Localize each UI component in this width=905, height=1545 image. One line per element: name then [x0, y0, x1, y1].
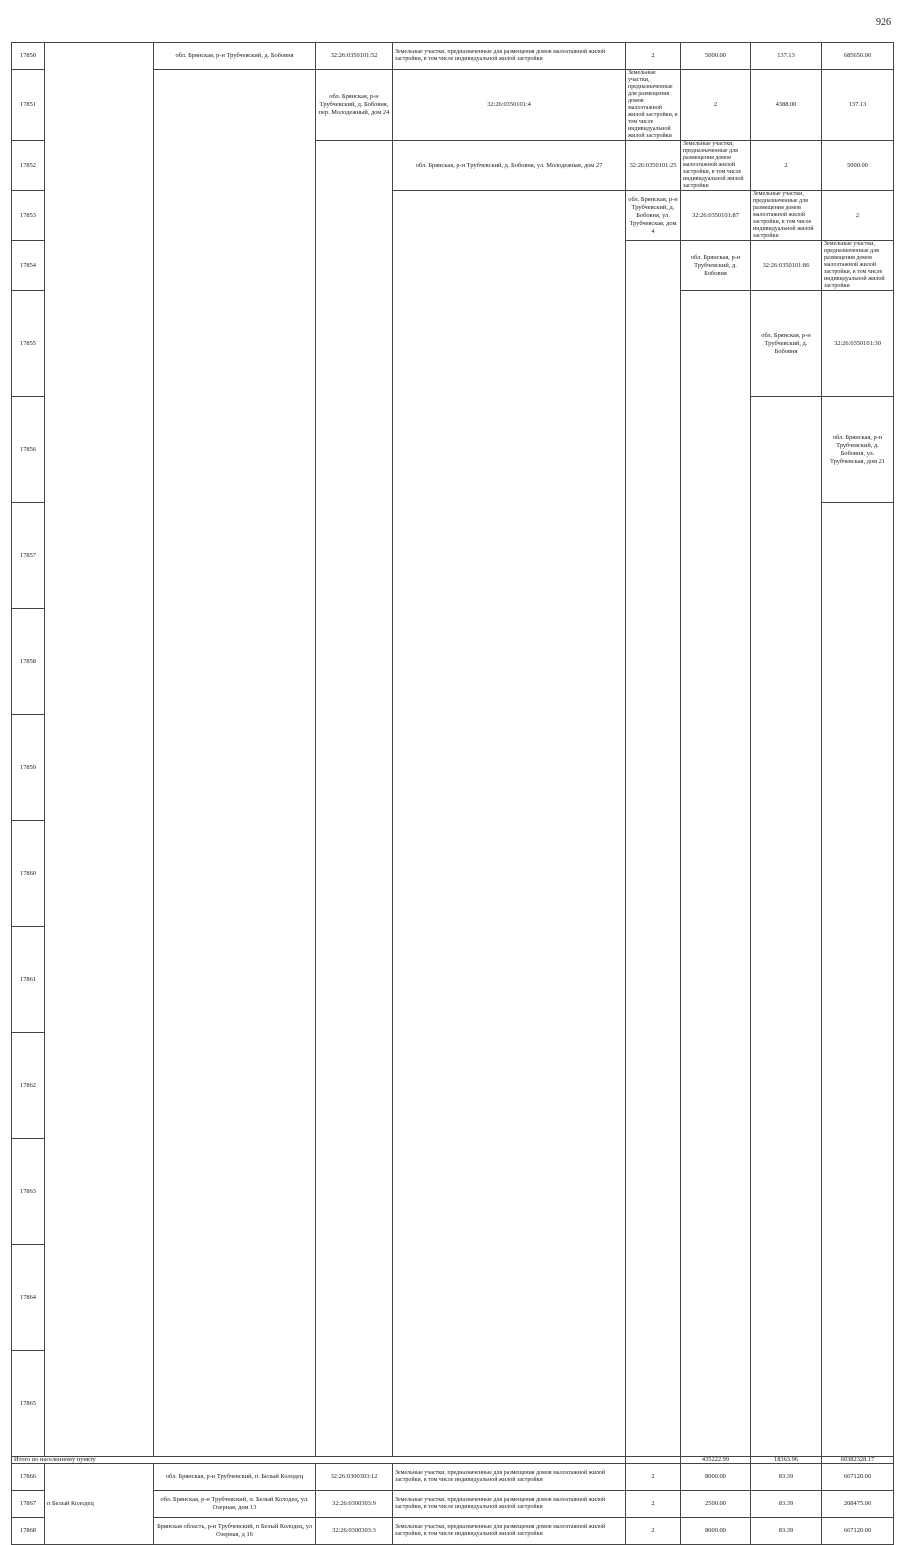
land-use-cell: Земельные участки, предназначенные для размещения домов малоэтажной жилой застройки, в том числе индивидуальной жилой застройки [393, 1518, 626, 1545]
address-cell: обл. Брянская, р-н Трубчевский, д. Бобовня, ул. Трубчевская, дом 21 [822, 397, 894, 503]
locality-cell [751, 397, 822, 1457]
address-cell: обл. Брянская, р-н Трубчевский, д. Бобовня, пер. Молодежный, дом 24 [316, 70, 393, 141]
cadastral-number-cell: 32:26:0350101:87 [681, 191, 751, 241]
land-use-cell: Земельные участки, предназначенные для размещения домов малоэтажной жилой застройки, в том числе индивидуальной жилой застройки [393, 43, 626, 70]
group-cell: 2 [626, 1491, 681, 1518]
total-rate: 18363.96 [751, 1457, 822, 1464]
land-use-cell: Земельные участки, предназначенные для размещения домов малоэтажной жилой застройки, в том числе индивидуальной жилой застройки [393, 1491, 626, 1518]
address-cell: обл. Брянская, р-н Трубчевский, п. Белый Колодец [154, 1464, 316, 1491]
row-number: 17861 [12, 927, 45, 1033]
total-value: 60382328.17 [822, 1457, 894, 1464]
land-use-cell: Земельные участки, предназначенные для размещения домов малоэтажной жилой застройки, в том числе индивидуальной жилой застройки [681, 141, 751, 191]
cadastral-number-cell: 32:26:0350101:86 [751, 241, 822, 291]
row-number: 17862 [12, 1033, 45, 1139]
rate-cell: 83.39 [751, 1518, 822, 1545]
row-number: 17851 [12, 70, 45, 141]
address-cell: обл. Брянская, р-н Трубчевский, д. Бобовня, ул. Молодежная, дом 27 [393, 141, 626, 191]
total-row [12, 1457, 894, 1464]
rate-cell: 83.39 [751, 1464, 822, 1491]
cadastral-number-cell: 32:26:0300303:12 [316, 1464, 393, 1491]
locality-cell [393, 191, 626, 1457]
group-cell: 2 [626, 43, 681, 70]
area-cell: 8000.00 [681, 1518, 751, 1545]
page-number: 926 [876, 17, 891, 28]
area-cell: 5000.00 [822, 141, 894, 191]
address-cell: обл. Брянская, р-н Трубчевский, д. Бобовня, ул. Трубчевская, дом 4 [626, 191, 681, 241]
row-number: 17864 [12, 1245, 45, 1351]
value-cell: 685650.00 [822, 43, 894, 70]
area-cell: 4388.00 [751, 70, 822, 141]
value-cell: 667120.00 [822, 1464, 894, 1491]
locality-cell [154, 70, 316, 1457]
area-cell: 2500.00 [681, 1491, 751, 1518]
cadastral-number-cell: 32:26:0350101:25 [626, 141, 681, 191]
row-number: 17863 [12, 1139, 45, 1245]
table-row [12, 43, 894, 70]
locality-cell [316, 141, 393, 1457]
address-cell: Брянская область, р-н Трубчевский, п Белый Колодец, ул Озерная, д 16 [154, 1518, 316, 1545]
value-cell: 667120.00 [822, 1518, 894, 1545]
address-cell: обл. Брянская, р-н Трубчевский, п. Белый Колодец, ул. Озерная, дом 13 [154, 1491, 316, 1518]
address-cell: обл. Брянская, р-н Трубчевский, д. Бобовня [751, 291, 822, 397]
land-use-cell: Земельные участки, предназначенные для размещения домов малоэтажной жилой застройки, в том числе индивидуальной жилой застройки [822, 241, 894, 291]
locality-cell: п Белый Колодец [45, 1464, 154, 1545]
row-number: 17855 [12, 291, 45, 397]
row-number: 17865 [12, 1351, 45, 1457]
land-use-cell: Земельные участки, предназначенные для размещения домов малоэтажной жилой застройки, в том числе индивидуальной жилой застройки [626, 70, 681, 141]
group-cell: 2 [751, 141, 822, 191]
row-number: 17853 [12, 191, 45, 241]
group-cell: 2 [822, 191, 894, 241]
locality-cell [45, 43, 154, 1457]
address-cell: обл. Брянская, р-н Трубчевский, д. Бобовня [154, 43, 316, 70]
locality-cell [626, 241, 681, 1457]
row-number: 17868 [12, 1518, 45, 1545]
total-label: Итого по населенному пункту [12, 1457, 626, 1464]
cadastral-value-table [11, 42, 894, 1545]
value-cell: 208475.00 [822, 1491, 894, 1518]
locality-cell [822, 503, 894, 1457]
row-number: 17856 [12, 397, 45, 503]
cadastral-number-cell: 32:26:0350101:30 [822, 291, 894, 397]
row-number: 17860 [12, 821, 45, 927]
land-use-cell: Земельные участки, предназначенные для размещения домов малоэтажной жилой застройки, в том числе индивидуальной жилой застройки [393, 1464, 626, 1491]
cadastral-number-cell: 32:26:0350101:52 [316, 43, 393, 70]
row-number: 17852 [12, 141, 45, 191]
land-use-cell: Земельные участки, предназначенные для размещения домов малоэтажной жилой застройки, в том числе индивидуальной жилой застройки [751, 191, 822, 241]
total-area: 435222.99 [681, 1457, 751, 1464]
row-number: 17858 [12, 609, 45, 715]
table-row [12, 1464, 894, 1491]
rate-cell: 137.13 [822, 70, 894, 141]
locality-cell [681, 291, 751, 1457]
row-number: 17854 [12, 241, 45, 291]
table-total-section [12, 1457, 894, 1464]
rate-cell: 83.39 [751, 1491, 822, 1518]
rate-cell: 137.13 [751, 43, 822, 70]
cadastral-number-cell: 32:26:0300303:9 [316, 1491, 393, 1518]
row-number: 17867 [12, 1491, 45, 1518]
address-cell: обл. Брянская, р-н Трубчевский, д. Бобовня [681, 241, 751, 291]
group-cell: 2 [681, 70, 751, 141]
row-number: 17866 [12, 1464, 45, 1491]
table-body-top [12, 43, 894, 1457]
group-cell: 2 [626, 1464, 681, 1491]
cadastral-number-cell: 32:26:0350101:4 [393, 70, 626, 141]
table-body-bottom [12, 1464, 894, 1545]
row-number: 17857 [12, 503, 45, 609]
area-cell: 8000.00 [681, 1464, 751, 1491]
cadastral-number-cell: 32:26:0300303:3 [316, 1518, 393, 1545]
row-number: 17859 [12, 715, 45, 821]
group-cell: 2 [626, 1518, 681, 1545]
row-number: 17850 [12, 43, 45, 70]
area-cell: 5000.00 [681, 43, 751, 70]
